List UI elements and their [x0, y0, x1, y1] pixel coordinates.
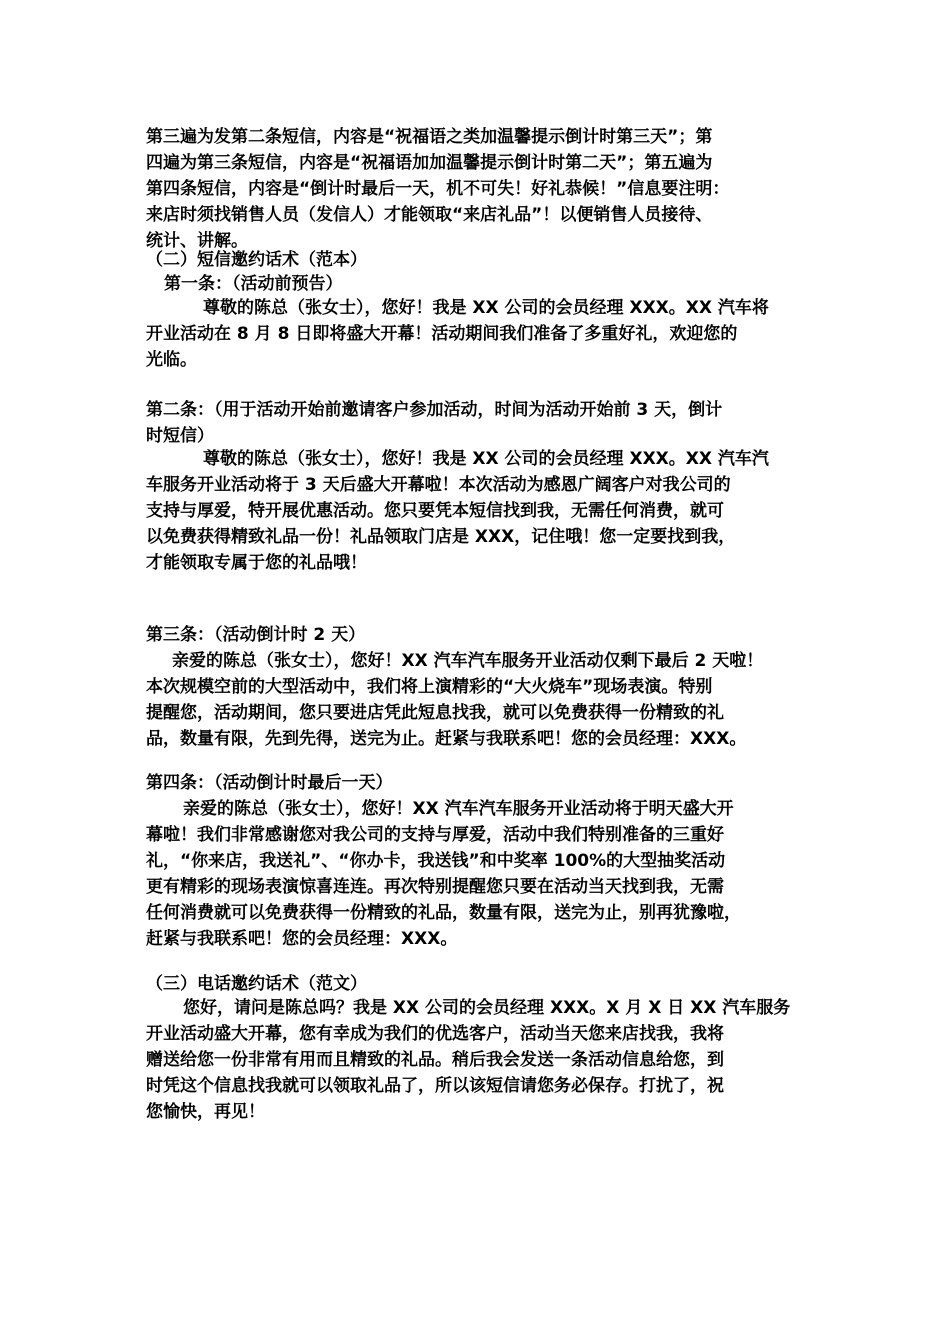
msg3-title: 第三条：（活动倒计时 2 天） [146, 625, 366, 645]
msg3-line: 提醒您，活动期间，您只要进店凭此短息找我，就可以免费获得一份精致的礼 [146, 703, 724, 723]
phone-line: 您愉快，再见！ [146, 1102, 265, 1122]
phone-line: 开业活动盛大开幕，您有幸成为我们的优选客户，活动当天您来店找我，我将 [146, 1024, 724, 1044]
intro-line: 四遍为第三条短信，内容是“祝福语加加温馨提示倒计时第二天”；第五遍为 [146, 153, 713, 173]
msg4-line: 任何消费就可以免费获得一份精致的礼品，数量有限，送完为止，别再犹豫啦， [146, 903, 741, 923]
msg4-line: 亲爱的陈总（张女士），您好！XX 汽车汽车服务开业活动将于明天盛大开 [183, 799, 734, 819]
intro-line: 来店时须找销售人员（发信人）才能领取“来店礼品”！以便销售人员接待、 [146, 205, 713, 225]
msg4-line: 更有精彩的现场表演惊喜连连。再次特别提醒您只要在活动当天找到我，无需 [146, 877, 724, 897]
msg2-line: 尊敬的陈总（张女士），您好！我是 XX 公司的会员经理 XXX。XX 汽车汽 [203, 449, 769, 469]
msg1-title: 第一条：（活动前预告） [164, 274, 343, 294]
section-heading-sms: （二）短信邀约话术（范本） [146, 250, 367, 270]
phone-line: 赠送给您一份非常有用而且精致的礼品。稍后我会发送一条活动信息给您，到 [146, 1050, 724, 1070]
msg2-line: 以免费获得精致礼品一份！礼品领取门店是 XXX，记住哦！您一定要找到我， [146, 527, 736, 547]
msg2-line: 支持与厚爱，特开展优惠活动。您只要凭本短信找到我，无需任何消费，就可 [146, 501, 724, 521]
msg4-line: 幕啦！我们非常感谢您对我公司的支持与厚爱，活动中我们特别准备的三重好 [146, 825, 724, 845]
section-heading-phone: （三）电话邀约话术（范文） [146, 974, 367, 994]
msg3-line: 品，数量有限，先到先得，送完为止。赶紧与我联系吧！您的会员经理：XXX。 [146, 729, 747, 749]
msg1-line: 开业活动在 8 月 8 日即将盛大开幕！活动期间我们准备了多重好礼，欢迎您的 [146, 324, 738, 344]
msg2-line: 车服务开业活动将于 3 天后盛大开幕啦！本次活动为感恩广阔客户对我公司的 [146, 475, 731, 495]
msg2-title: 第二条：（用于活动开始前邀请客户参加活动，时间为活动开始前 3 天，倒计 [146, 400, 723, 420]
phone-line: 时凭这个信息找我就可以领取礼品了，所以该短信请您务必保存。打扰了，祝 [146, 1076, 724, 1096]
msg4-title: 第四条：（活动倒计时最后一天） [146, 773, 393, 793]
msg4-line: 礼，“你来店，我送礼”、“你办卡，我送钱”和中奖率 100%的大型抽奖活动 [146, 851, 726, 871]
msg4-line: 赶紧与我联系吧！您的会员经理：XXX。 [146, 929, 458, 949]
msg3-line: 本次规模空前的大型活动中，我们将上演精彩的“大火烧车”现场表演。特别 [146, 677, 713, 697]
msg3-line: 亲爱的陈总（张女士），您好！XX 汽车汽车服务开业活动仅剩下最后 2 天啦！ [172, 651, 764, 671]
msg1-line: 光临。 [146, 350, 197, 370]
phone-line: 您好，请问是陈总吗？我是 XX 公司的会员经理 XXX。X 月 X 日 XX 汽车服务 [183, 998, 791, 1018]
msg1-line: 尊敬的陈总（张女士），您好！我是 XX 公司的会员经理 XXX。XX 汽车将 [203, 298, 769, 318]
msg2-line: 才能领取专属于您的礼品哦！ [146, 553, 367, 573]
msg2-title: 时短信） [146, 426, 214, 446]
intro-line: 第三遍为发第二条短信，内容是“祝福语之类加温馨提示倒计时第三天”；第 [146, 127, 713, 147]
intro-line: 统计、讲解。 [146, 231, 248, 251]
intro-line: 第四条短信，内容是“倒计时最后一天，机不可失！好礼恭候！”信息要注明： [146, 179, 730, 199]
